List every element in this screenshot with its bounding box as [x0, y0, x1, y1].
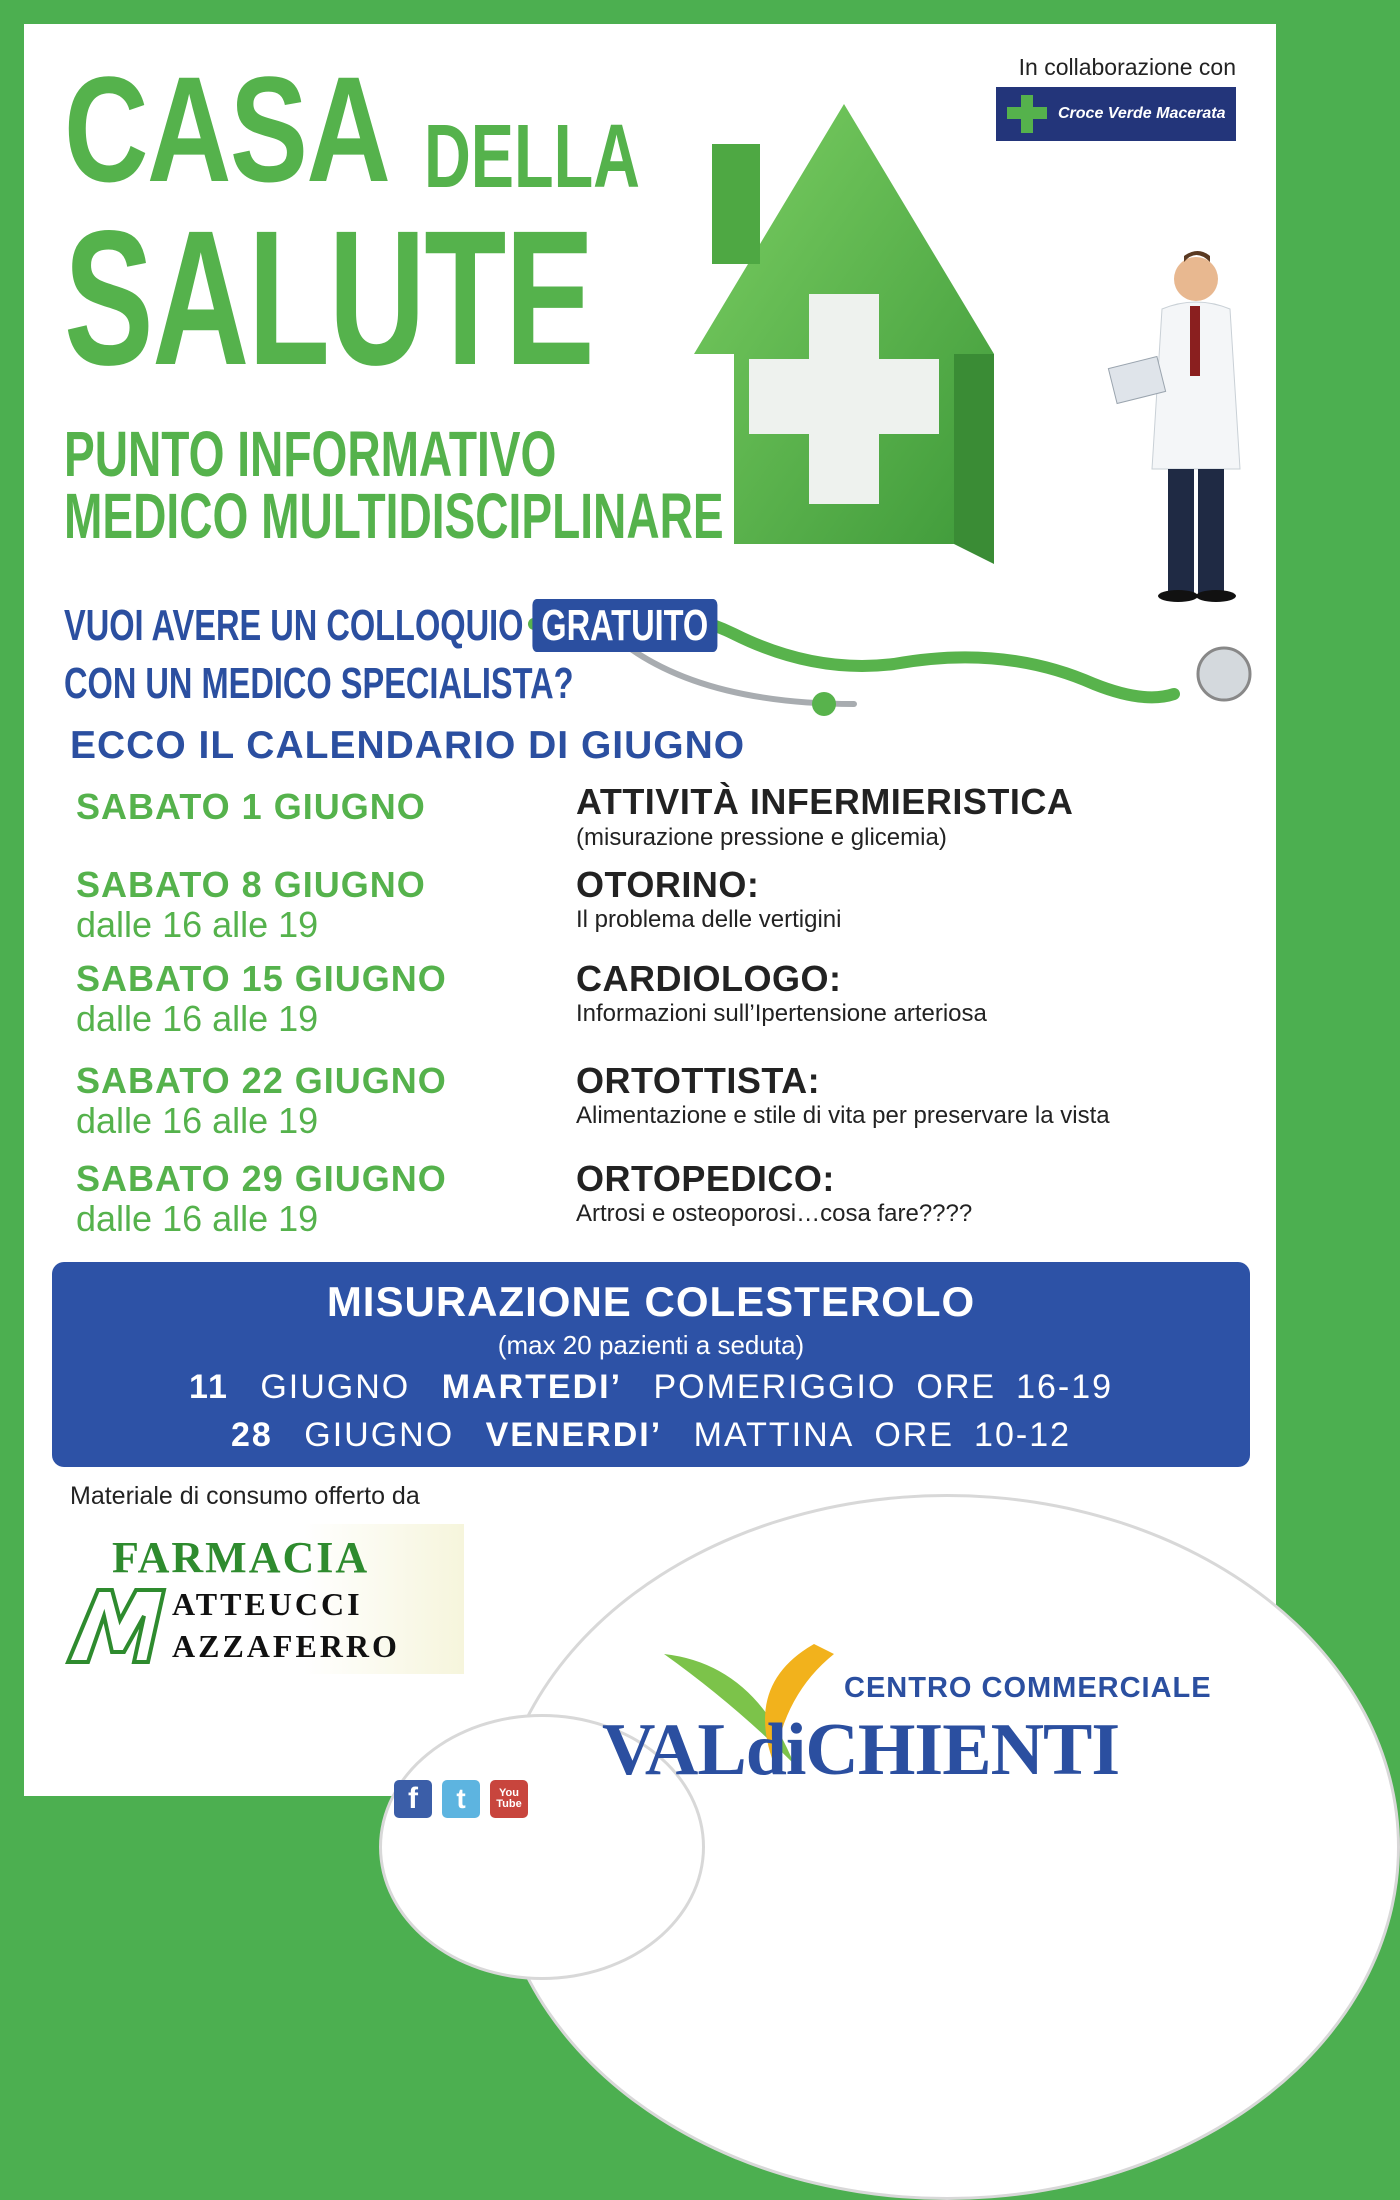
- doctor-figure: [1108, 251, 1240, 602]
- farmacia-logo: [64, 1524, 464, 1674]
- calendar-description-2: Il problema delle vertigini: [576, 906, 842, 933]
- croce-verde-logo: [996, 87, 1236, 141]
- question-line2: CON UN MEDICO SPECIALISTA?: [64, 659, 574, 708]
- row1-month: GIUGNO: [260, 1368, 411, 1406]
- cross-icon: [1004, 93, 1050, 135]
- question-line1: [64, 601, 717, 650]
- calendar-date-4: SABATO 22 GIUGNO: [76, 1060, 447, 1101]
- row1-weekday: MARTEDI’: [441, 1368, 623, 1406]
- gratuito-badge: GRATUITO: [532, 599, 717, 652]
- calendar-date-5: SABATO 29 GIUGNO: [76, 1158, 447, 1199]
- cholesterol-row-1: [52, 1368, 1250, 1407]
- row1-period: POMERIGGIO: [653, 1368, 897, 1406]
- mm-monogram-icon: [64, 1586, 174, 1666]
- calendar-time-3: dalle 16 alle 19: [76, 998, 319, 1039]
- cholesterol-row-2: [52, 1416, 1250, 1455]
- calendar-specialty-3: CARDIOLOGO:: [576, 958, 842, 999]
- calendar-time-4: dalle 16 alle 19: [76, 1100, 319, 1141]
- youtube-text-top: You: [499, 1787, 519, 1799]
- calendar-specialty-1: ATTIVITÀ INFERMIERISTICA: [576, 781, 1074, 822]
- cholesterol-subtitle: (max 20 pazienti a seduta): [497, 1330, 805, 1360]
- row2-period: MATTINA: [693, 1416, 855, 1454]
- twitter-icon[interactable]: t: [442, 1780, 480, 1818]
- calendar-date-3: SABATO 15 GIUGNO: [76, 958, 447, 999]
- mall-name: VALdiCHIENTI: [602, 1709, 1120, 1791]
- house-cross-horizontal: [749, 359, 939, 434]
- calendar-time-2: dalle 16 alle 19: [76, 904, 319, 945]
- youtube-icon[interactable]: [490, 1780, 528, 1818]
- row2-month: GIUGNO: [304, 1416, 455, 1454]
- row2-day: 28: [230, 1416, 273, 1454]
- mall-label: CENTRO COMMERCIALE: [844, 1672, 1212, 1704]
- calendar-date-1: SABATO 1 GIUGNO: [76, 786, 426, 827]
- subtitle-line1: PUNTO INFORMATIVO: [64, 418, 557, 490]
- row2-hours: 10-12: [974, 1416, 1072, 1454]
- calendar-date-2: SABATO 8 GIUGNO: [76, 864, 426, 905]
- row1-hours: 16-19: [1016, 1368, 1114, 1406]
- sponsor-name-2: AZZAFERRO: [172, 1628, 400, 1664]
- calendar-description-1: (misurazione pressione e glicemia): [576, 824, 947, 851]
- question-prefix: VUOI AVERE UN COLLOQUIO: [64, 601, 524, 650]
- sponsor-name-1: ATTEUCCI: [172, 1586, 363, 1622]
- farmacia-word: FARMACIA: [112, 1533, 370, 1582]
- calendar-time-5: dalle 16 alle 19: [76, 1198, 319, 1239]
- calendar-description-5: Artrosi e osteoporosi…cosa fare????: [576, 1200, 973, 1227]
- sponsor-label: Materiale di consumo offerto da: [70, 1482, 420, 1510]
- title-salute: SALUTE: [64, 190, 594, 405]
- row1-day: 11: [188, 1368, 229, 1406]
- house-chimney-shape: [712, 144, 760, 264]
- collab-section: [996, 54, 1236, 141]
- calendar-description-4: Alimentazione e stile di vita per preservare la vista: [576, 1102, 1110, 1129]
- calendar-heading: ECCO IL CALENDARIO DI GIUGNO: [70, 724, 746, 767]
- facebook-icon[interactable]: f: [394, 1780, 432, 1818]
- calendar-specialty-5: ORTOPEDICO:: [576, 1158, 835, 1199]
- row1-ore: ORE: [916, 1368, 997, 1406]
- collab-label: In collaborazione con: [1018, 54, 1236, 80]
- subtitle-line2: MEDICO MULTIDISCIPLINARE: [64, 480, 724, 552]
- cholesterol-box: [52, 1262, 1250, 1467]
- calendar-description-3: Informazioni sull’Ipertensione arteriosa: [576, 1000, 987, 1027]
- row2-ore: ORE: [874, 1416, 955, 1454]
- house-side-shape: [954, 354, 994, 564]
- calendar-specialty-2: OTORINO:: [576, 864, 760, 905]
- calendar-specialty-4: ORTOTTISTA:: [576, 1060, 821, 1101]
- row2-weekday: VENERDI’: [485, 1416, 663, 1454]
- youtube-text-bottom: Tube: [496, 1798, 522, 1810]
- croce-verde-name: Croce Verde Macerata: [1058, 105, 1226, 122]
- title-casa: CASA: [64, 45, 390, 213]
- poster: [24, 24, 1276, 1815]
- title-della: DELLA: [424, 107, 640, 207]
- cholesterol-title: MISURAZIONE COLESTEROLO: [326, 1278, 976, 1325]
